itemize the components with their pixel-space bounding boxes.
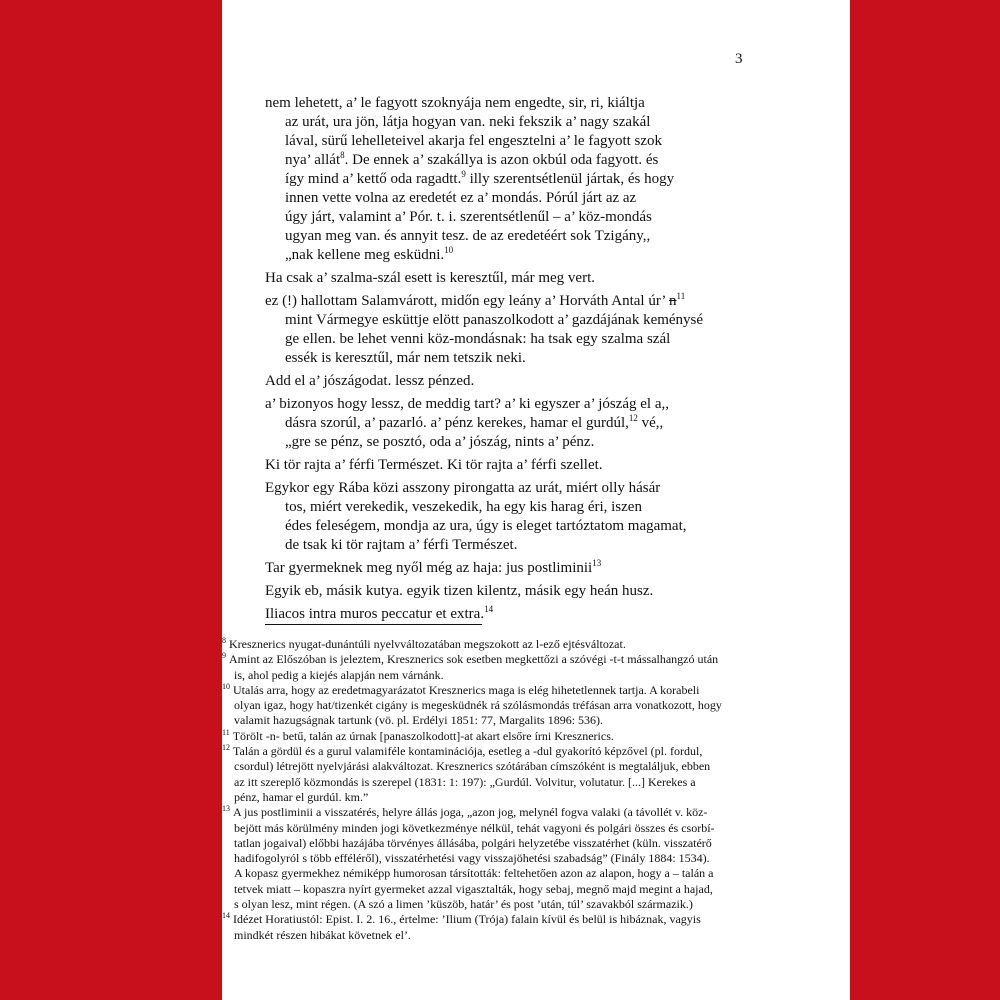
- entry-line: [265, 246, 775, 265]
- entry-text: nya’ allát: [285, 152, 341, 168]
- entry-line: Ha csak a’ szalma-szál esett is keresztűl, már meg vert.: [265, 270, 595, 286]
- footnote-number: 8: [222, 636, 226, 645]
- footnote-ref[interactable]: 10: [444, 245, 454, 255]
- footnote-number: 14: [222, 911, 230, 921]
- footnote: [222, 652, 782, 683]
- footnote-line: olyan igaz, hogy hat/tizenkét cigány is megesküdnék rá szólásmondás tréfásan arra vonatkozott, hogy: [234, 698, 722, 713]
- entry-line: nem lehetett, a’ le fagyott szoknyája nem engedte, sir, ri, kiáltja: [265, 95, 645, 111]
- proverb-entry: [265, 94, 775, 265]
- entry-line: [265, 170, 775, 189]
- footnote: [222, 729, 782, 744]
- proverb-entry: [265, 605, 775, 624]
- footnotes: [222, 637, 782, 943]
- entry-text: „nak kellene meg esküdni.: [285, 247, 445, 263]
- entry-line: essék is keresztűl, már nem tetszik neki.: [285, 350, 526, 366]
- footnote-line: s olyan lesz, mint régen. (A szó a limen ’küszöb, határ’ és post ’után, túl’ szavakból származik.): [234, 897, 693, 912]
- proverb-entry: [265, 479, 775, 555]
- entry-line: tos, miért verekedik, veszekedik, ha egy kis harag éri, iszen: [285, 499, 642, 515]
- footnote-line: mindkét részen hibákat követnek el’.: [234, 927, 411, 942]
- footnote-line: tatlan jogaival) előbbi hazájába törvényes állásába, polgári helyzetébe visszatérhet (küln. visszatérő: [234, 835, 712, 850]
- entry-line: [265, 292, 775, 311]
- entry-text: Tar gyermeknek meg nyől még az haja: jus postliminii: [265, 560, 593, 576]
- footnote-line: [222, 805, 782, 820]
- entry-line: lával, sürű lehelleteivel akarja fel engesztelni a’ le fagyott szok: [285, 133, 663, 149]
- entry-line: az urát, ura jön, látja hogyan van. neki fekszik a’ nagy szakál: [285, 114, 651, 130]
- entry-line: ugyan meg van. és annyit tesz. de az eredetéért sok Tzigány,,: [285, 228, 651, 244]
- proverb-entry: [265, 559, 775, 578]
- proverb-entry: [265, 582, 775, 601]
- footnote-line: bejött más körülmény minden jogi következménye nélkül, tehát vagyoni és polgári összes és csorbí-: [234, 820, 715, 835]
- entry-line: innen vette volna az eredetét ez a’ mondás. Pórúl járt az az: [285, 190, 637, 206]
- footnote-line: tetvek miatt – kopaszra nyírt gyermeket azzal vigasztalták, hogy sebaj, megnő majd megint a hajad,: [234, 881, 713, 896]
- entry-line: Add el a’ jószágodat. lessz pénzed.: [265, 373, 475, 389]
- footnote-number: 11: [222, 727, 230, 737]
- proverb-entry: [265, 456, 775, 475]
- proverb-entry: [265, 292, 775, 368]
- entry-text: így mind a’ kettő oda ragadtt.: [285, 171, 462, 187]
- footnote-ref[interactable]: 11: [676, 291, 686, 301]
- footnote-text: Talán a gördül és a gurul valamiféle kontaminációja, esetleg a -dul gyakorító képzővel (pl. fordul,: [233, 744, 703, 759]
- entry-line: Egyik eb, másik kutya. egyik tizen kilentz, másik egy heán husz.: [265, 583, 654, 599]
- footnote-line: [222, 912, 782, 927]
- footnote-line: [222, 652, 782, 667]
- entry-line: úgy járt, valamint a’ Pór. t. i. szerentsétlenűl – a’ köz-mondás: [285, 209, 652, 225]
- footnote-number: 10: [222, 681, 230, 691]
- footnote-line: A kopasz gyermekhez némiképp humorosan társították: feltehetően azon az alapon, hogy a – talán a: [234, 866, 714, 881]
- entry-line: Ki tör rajta a’ férfi Természet. Ki tör rajta a’ férfi szellet.: [265, 457, 603, 473]
- footnote-text: A jus postliminii a visszatérés, helyre állás joga, „azon jog, melynél fogva valaki (a távollét v. köz-: [233, 805, 708, 820]
- footnote-text: Idézet Horatiustól: Epist. I. 2. 16., értelme: ’Ilium (Trója) falain kívül és belül is hibáznak, vagyis: [233, 912, 701, 927]
- entry-text: ez (!) hallottam Salamvárott, midőn egy leány a’ Horváth Antal úr’: [265, 293, 670, 309]
- footnote-line: [222, 637, 782, 652]
- entry-line: [265, 605, 775, 624]
- struck-letter: n: [669, 293, 677, 309]
- footnote-ref[interactable]: 12: [628, 413, 638, 423]
- footnote-line: valamit hazugságnak tartunk (vö. pl. Erdélyi 1851: 77, Margalits 1896: 536).: [234, 713, 604, 728]
- entry-line: Egykor egy Rába közi asszony pirongatta az urát, miért olly hásár: [265, 480, 661, 496]
- footnote-number: 12: [222, 743, 230, 753]
- entry-text: illy szerentsétlenül jártak, és hogy: [465, 171, 675, 187]
- entry-text: . De ennek a’ szakállya is azon okbúl oda fagyott. és: [344, 152, 659, 168]
- footnote-line: az itt szereplő közmondás is szerepel (1831: 1: 197): „Gurdúl. Volvitur, volutatur. [...] Kerekes a: [234, 774, 696, 789]
- footnote-ref[interactable]: 9: [461, 169, 466, 179]
- footnote-ref[interactable]: 14: [484, 604, 494, 614]
- footnote-line: [222, 729, 782, 744]
- footnote-line: [222, 744, 782, 759]
- entry-line: mint Vármegye esküttje elött panaszolkodott a’ gazdájának keménysé: [285, 312, 704, 328]
- footnote-line: [222, 683, 782, 698]
- footnote: [222, 637, 782, 652]
- entry-line: édes feleségem, mondja az ura, úgy is eleget tartóztatom magamat,: [285, 518, 687, 534]
- footnote: [222, 683, 782, 729]
- entry-line: „gre se pénz, se posztó, oda a’ jószág, nints a’ pénz.: [285, 434, 595, 450]
- proverb-entry: [265, 395, 775, 452]
- footnote-separator: [265, 624, 482, 625]
- footnote-text: Törölt -n- betű, talán az úrnak [panaszolkodott]-at akart elsőre írni Kresznerics.: [232, 728, 614, 743]
- footnote-text: Utalás arra, hogy az eredetmagyarázatot Kresznerics maga is elég hihetetlennek tartja. A korabeli: [233, 682, 700, 697]
- entry-line: ge ellen. be lehet venni köz-mondásnak: ha tsak egy szalma szál: [285, 331, 671, 347]
- entry-line: [265, 151, 775, 170]
- footnote-line: csordul) létrejött nyelvjárási alakváltozat. Kresznerics szótárában címszóként is megtaláljuk, ebben: [234, 759, 711, 774]
- footnote-line: is, ahol pedig a kiejés alapján nem várnánk.: [234, 667, 444, 682]
- footnote: [222, 805, 782, 912]
- proverb-entry: [265, 372, 775, 391]
- entry-line: de tsak ki tör rajtam a’ férfi Természet.: [285, 537, 518, 553]
- entry-text: Iliacos intra muros peccatur et extra.: [265, 606, 485, 622]
- entry-line: a’ bizonyos hogy lessz, de meddig tart? a’ ki egyszer a’ jószág el a,,: [265, 396, 670, 412]
- entry-text: dásra szorúl, a’ pazarló. a’ pénz kerekes, hamar el gurdúl,: [285, 415, 629, 431]
- footnote-number: 9: [222, 651, 226, 661]
- proverb-entry: [265, 269, 775, 288]
- footnote-line: pénz, hamar el gurdúl. km.”: [234, 789, 369, 804]
- entry-text: vé,,: [637, 415, 664, 431]
- footnote-ref[interactable]: 8: [340, 150, 345, 160]
- entry-line: [265, 414, 775, 433]
- footnote-ref[interactable]: 13: [592, 558, 602, 568]
- page-number: 3: [735, 51, 743, 67]
- footnote: [222, 912, 782, 943]
- footnote: [222, 744, 782, 805]
- entry-line: [265, 559, 775, 578]
- proverb-entries: [265, 94, 775, 628]
- footnote-text: Amint az Előszóban is jeleztem, Kresznerics sok esetben megkettőzi a szóvégi -t-t mássalhangzó után: [229, 652, 719, 667]
- footnote-number: 13: [222, 804, 230, 814]
- footnote-line: hadifogolyról s több efféléről), visszatérhetési vagy visszajöhetési szabadság” (Finály 1884: 1534).: [234, 851, 710, 866]
- footnote-text: Kresznerics nyugat-dunántúli nyelvváltozatában megszokott az l-ező ejtésváltozat.: [229, 637, 626, 651]
